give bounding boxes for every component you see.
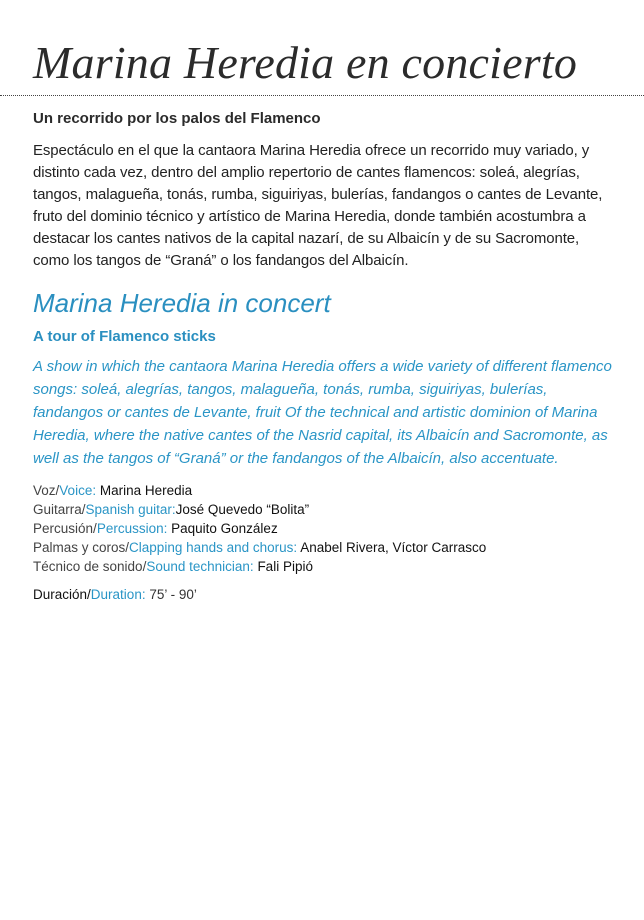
- credit-role-english: Clapping hands and chorus:: [129, 540, 298, 555]
- duration-label-english: Duration: [90, 587, 142, 602]
- duration-line: [33, 585, 618, 604]
- credit-separator: /: [125, 540, 130, 555]
- page-title-english: Marina Heredia in concert: [33, 288, 331, 318]
- dotted-divider: [0, 95, 644, 96]
- credit-role-spanish: Percusión: [33, 521, 94, 536]
- credit-line-sound: [33, 557, 618, 576]
- credit-separator: /: [81, 502, 86, 517]
- credit-role-english: Voice:: [59, 483, 97, 498]
- description-english: A show in which the cantaora Marina Heredia offers a wide variety of different flamenco songs: soleá, alegrías, tangos, malagueña, tonás, rumba, siguiriyas, bulerías, fandangos or cantes de Levante, fruit Of the technical and artistic dominion of Marina Heredia, where the native cantes of the Nasrid capital, its Albaicín and Sacromonte, as well as the tangos of “Graná” or the fandangos of the Albaicín, also accentuate.: [33, 358, 612, 467]
- credit-role-spanish: Guitarra: [33, 502, 82, 517]
- subtitle-english: A tour of Flamenco sticks: [33, 328, 216, 345]
- credit-name: Anabel Rivera, Víctor Carrasco: [300, 540, 487, 555]
- credit-separator: /: [142, 559, 147, 574]
- duration-separator: /: [87, 587, 91, 602]
- credit-line-clapping: [33, 538, 618, 557]
- credit-role-spanish: Voz: [33, 483, 56, 498]
- duration-label-spanish: Duración: [33, 587, 88, 602]
- credit-line-percussion: [33, 519, 618, 538]
- credit-line-guitar: [33, 500, 618, 519]
- subtitle-spanish: Un recorrido por los palos del Flamenco: [33, 110, 321, 127]
- credit-role-english: Sound technician:: [146, 559, 254, 574]
- credit-role-english: Percussion:: [96, 521, 168, 536]
- credit-separator: /: [55, 483, 60, 498]
- credit-name: José Quevedo “Bolita”: [175, 502, 310, 517]
- description-spanish: Espectáculo en el que la cantaora Marina Heredia ofrece un recorrido muy variado, y distinto cada vez, dentro del amplio repertorio de cantes flamencos: soleá, alegrías, tangos, malagueña, tonás, rumba, siguiriyas, bulerías, fandangos o cantes de Levante, fruto del dominio técnico y artístico de Marina Heredia, donde también acostumbra a destacar los cantes nativos de la capital nazarí, de su Albaicín y de su Sacromonte, como los tangos de “Graná” o los fandangos del Albaicín.: [33, 142, 603, 269]
- credit-role-spanish: Palmas y coros: [33, 540, 126, 555]
- duration-colon: :: [141, 587, 146, 602]
- credit-name: Fali Pipió: [257, 559, 313, 574]
- page-title-spanish: Marina Heredia en concierto: [33, 37, 578, 88]
- credit-separator: /: [93, 521, 97, 536]
- duration-value: 75’ - 90’: [149, 587, 197, 602]
- credits-list: [33, 481, 618, 576]
- credit-name: Paquito González: [171, 521, 278, 536]
- credit-name: Marina Heredia: [99, 483, 193, 498]
- credit-role-spanish: Técnico de sonido: [33, 559, 143, 574]
- credit-line-voice: [33, 481, 618, 500]
- credit-role-english: Spanish guitar:: [85, 502, 176, 517]
